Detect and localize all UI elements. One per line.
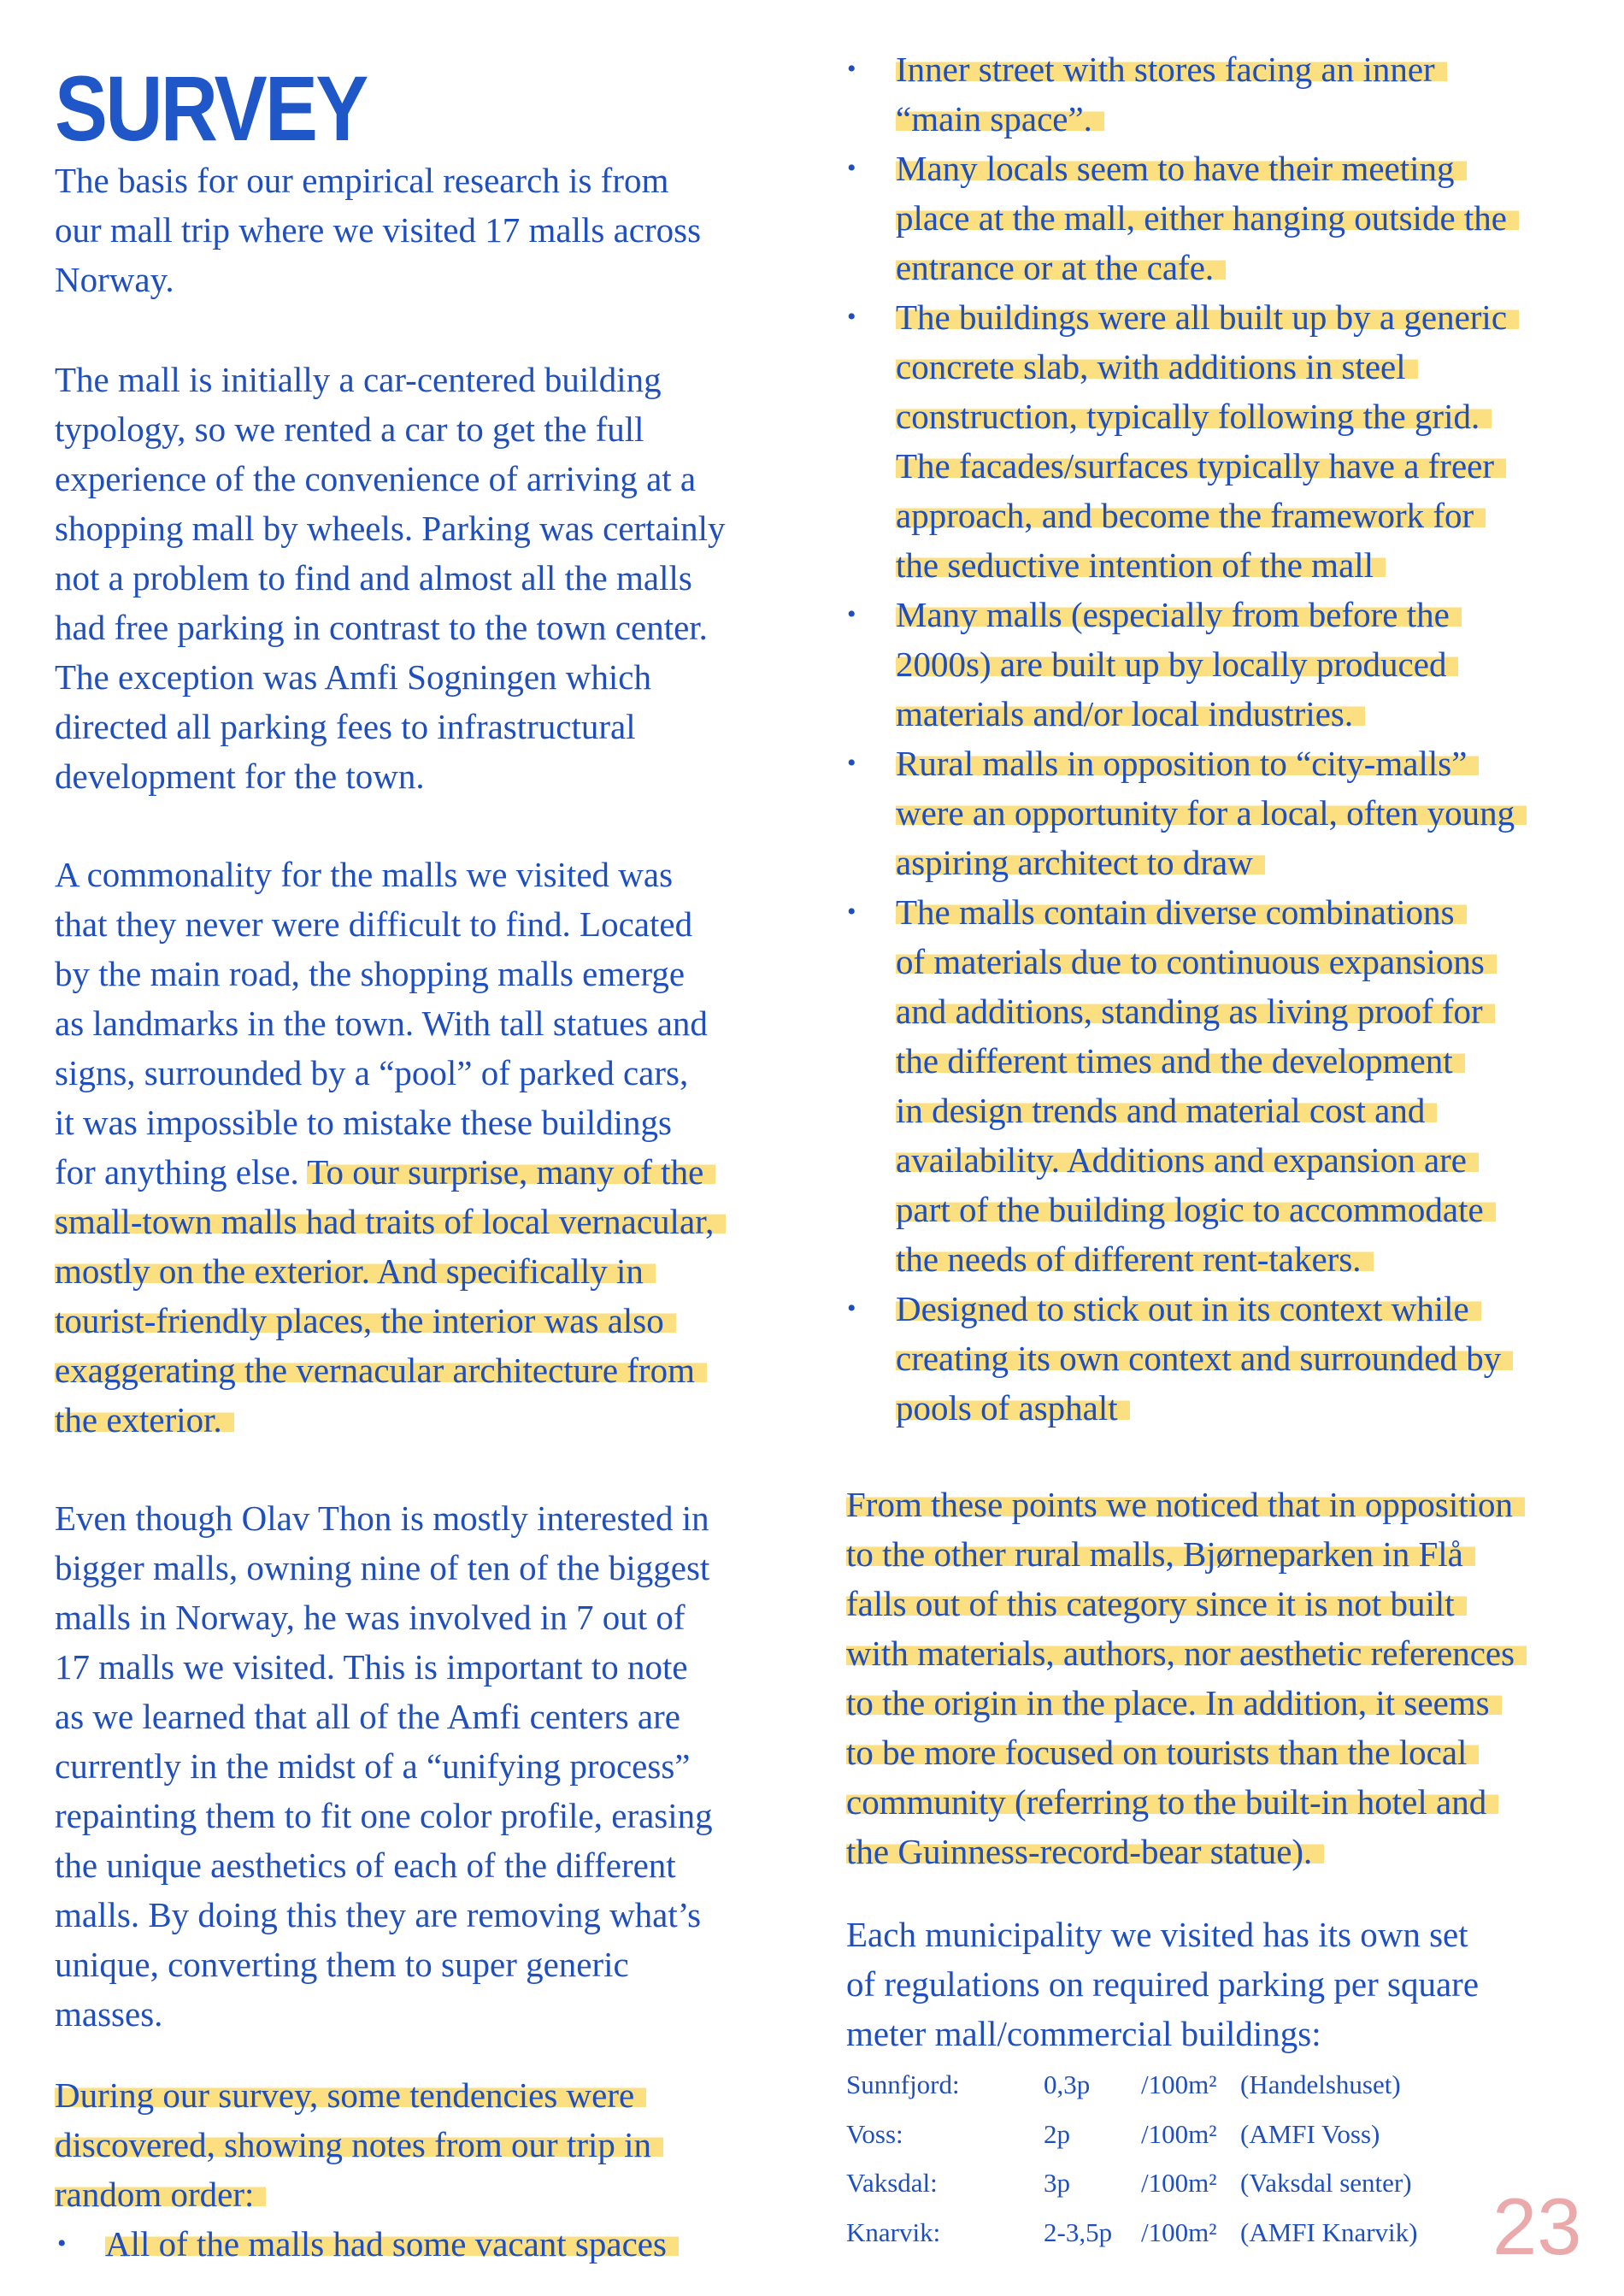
text-line bbox=[55, 1147, 726, 1197]
highlighted-text: exaggerating the vernacular architecture from bbox=[55, 1351, 707, 1390]
highlighted-text: to the origin in the place. In addition, it seems bbox=[846, 1683, 1502, 1722]
text-line bbox=[55, 899, 726, 949]
text: directed all parking fees to infrastructural bbox=[55, 707, 636, 746]
text-line bbox=[846, 1728, 1527, 1777]
text-line bbox=[896, 739, 1527, 788]
text-line bbox=[55, 404, 726, 454]
text-line bbox=[896, 391, 1527, 441]
bullet-icon: • bbox=[847, 303, 856, 331]
highlighted-text: Many locals seem to have their meeting bbox=[896, 149, 1467, 188]
text-line bbox=[896, 1036, 1527, 1086]
text-line bbox=[55, 2120, 663, 2169]
highlighted-text: creating its own context and surrounded by bbox=[896, 1339, 1513, 1378]
text-line bbox=[55, 156, 701, 205]
highlighted-text: entrance or at the cafe. bbox=[896, 248, 1226, 287]
highlighted-text: discovered, showing notes from our trip in bbox=[55, 2125, 663, 2164]
text: by the main road, the shopping malls emerge bbox=[55, 954, 685, 993]
highlighted-text: falls out of this category since it is not built bbox=[846, 1584, 1467, 1623]
highlighted-text: The buildings were all built up by a generic bbox=[896, 297, 1519, 337]
text-line bbox=[55, 503, 726, 553]
text-line bbox=[896, 788, 1527, 838]
bullet-item bbox=[57, 2219, 679, 2269]
text-line bbox=[105, 2219, 679, 2269]
cell-mall: (Handelshuset) bbox=[1240, 2069, 1401, 2099]
text: for anything else. bbox=[55, 1152, 308, 1192]
bullet-list bbox=[847, 44, 1527, 1433]
text-line bbox=[896, 491, 1527, 540]
bullet-item bbox=[847, 44, 1527, 144]
text-line bbox=[896, 838, 1527, 887]
bullet-item bbox=[847, 887, 1527, 1284]
text-line bbox=[55, 702, 726, 751]
text: Norway. bbox=[55, 260, 174, 299]
highlighted-text: Many malls (especially from before the bbox=[896, 595, 1462, 634]
bullet-icon: • bbox=[847, 898, 856, 926]
text-line bbox=[55, 553, 726, 603]
paragraph bbox=[55, 2070, 663, 2219]
text-line bbox=[55, 2169, 663, 2219]
text-line bbox=[846, 1910, 1479, 1959]
text-line bbox=[846, 1529, 1527, 1579]
cell-place: Sunnfjord: bbox=[846, 2069, 960, 2099]
text-line bbox=[55, 1296, 726, 1345]
highlighted-text: The facades/surfaces typically have a freer bbox=[896, 446, 1506, 486]
text-line bbox=[896, 44, 1527, 94]
highlighted-text: During our survey, some tendencies were bbox=[55, 2075, 646, 2115]
text-line bbox=[896, 1086, 1527, 1135]
paragraph bbox=[846, 1910, 1479, 2058]
highlighted-text: Designed to stick out in its context while bbox=[896, 1289, 1481, 1328]
highlighted-text: in design trends and material cost and bbox=[896, 1091, 1437, 1130]
cell-value: 0,3p bbox=[1044, 2069, 1091, 2099]
text-line bbox=[846, 2009, 1479, 2058]
cell-place: Knarvik: bbox=[846, 2217, 941, 2247]
text: malls. By doing this they are removing what’s bbox=[55, 1895, 702, 1934]
page-title: SURVEY bbox=[55, 56, 367, 160]
cell-mall: (Vaksdal senter) bbox=[1240, 2168, 1412, 2198]
bullet-icon: • bbox=[57, 2229, 67, 2258]
text: meter mall/commercial buildings: bbox=[846, 2014, 1321, 2053]
cell-place: Voss: bbox=[846, 2118, 903, 2149]
text: A commonality for the malls we visited was bbox=[55, 855, 674, 894]
text-line bbox=[846, 1678, 1527, 1728]
paragraph bbox=[55, 1493, 713, 2039]
text-line bbox=[896, 441, 1527, 491]
paragraph bbox=[846, 1480, 1527, 1876]
text-line bbox=[896, 590, 1527, 639]
text-line bbox=[55, 1989, 713, 2039]
highlighted-text: concrete slab, with additions in steel bbox=[896, 347, 1418, 386]
text: signs, surrounded by a “pool” of parked cars, bbox=[55, 1053, 689, 1092]
bullet-item bbox=[847, 739, 1527, 887]
text-line bbox=[55, 355, 726, 404]
paragraph bbox=[55, 156, 701, 304]
highlighted-text: were an opportunity for a local, often young bbox=[896, 793, 1527, 833]
text-line bbox=[55, 255, 701, 304]
text-line bbox=[55, 2070, 663, 2120]
bullet-icon: • bbox=[847, 600, 856, 628]
text-line bbox=[55, 1246, 726, 1296]
highlighted-text: From these points we noticed that in opposition bbox=[846, 1485, 1525, 1524]
text-line bbox=[846, 1628, 1527, 1678]
text: The exception was Amfi Sogningen which bbox=[55, 657, 652, 697]
text: the unique aesthetics of each of the different bbox=[55, 1846, 676, 1885]
text-line bbox=[55, 1692, 713, 1741]
text-line bbox=[896, 1383, 1527, 1433]
highlighted-text: of materials due to continuous expansions bbox=[896, 942, 1497, 981]
text-line bbox=[896, 94, 1527, 144]
text-line bbox=[896, 1135, 1527, 1185]
highlighted-text: the different times and the development bbox=[896, 1041, 1465, 1080]
text-line bbox=[896, 1234, 1527, 1284]
text-line bbox=[896, 986, 1527, 1036]
text: bigger malls, owning nine of ten of the biggest bbox=[55, 1548, 710, 1587]
paragraph bbox=[55, 355, 726, 801]
highlighted-text: Rural malls in opposition to “city-malls” bbox=[896, 744, 1479, 783]
text-line bbox=[55, 1791, 713, 1840]
text: malls in Norway, he was involved in 7 out of bbox=[55, 1598, 685, 1637]
cell-unit: /100m² bbox=[1141, 2168, 1217, 2198]
bullet-item bbox=[847, 1284, 1527, 1433]
text-line bbox=[896, 144, 1527, 193]
text: 17 malls we visited. This is important to note bbox=[55, 1647, 688, 1687]
text-line bbox=[896, 1185, 1527, 1234]
text: The basis for our empirical research is from bbox=[55, 161, 669, 200]
text-line bbox=[55, 998, 726, 1048]
text-line bbox=[896, 193, 1527, 243]
highlighted-text: to the other rural malls, Bjørneparken in Flå bbox=[846, 1534, 1475, 1574]
text-line bbox=[896, 342, 1527, 391]
text-line bbox=[896, 1333, 1527, 1383]
text-line bbox=[55, 1345, 726, 1395]
text-line bbox=[896, 243, 1527, 292]
text-line bbox=[55, 1493, 713, 1543]
highlighted-text: and additions, standing as living proof for bbox=[896, 992, 1495, 1031]
cell-mall: (AMFI Knarvik) bbox=[1240, 2217, 1418, 2247]
text-line bbox=[55, 454, 726, 503]
cell-value: 2-3,5p bbox=[1044, 2217, 1113, 2247]
highlighted-text: materials and/or local industries. bbox=[896, 694, 1365, 733]
page-number: 23 bbox=[1492, 2181, 1582, 2271]
highlighted-text: availability. Additions and expansion are bbox=[896, 1140, 1479, 1180]
bullet-icon: • bbox=[847, 749, 856, 777]
highlighted-text: tourist-friendly places, the interior was also bbox=[55, 1301, 676, 1340]
text: The mall is initially a car-centered building bbox=[55, 360, 662, 399]
highlighted-text: mostly on the exterior. And specifically in bbox=[55, 1251, 656, 1291]
text-line bbox=[55, 751, 726, 801]
text-line bbox=[896, 689, 1527, 739]
highlighted-text: the seductive intention of the mall bbox=[896, 545, 1386, 585]
text: that they never were difficult to find. Located bbox=[55, 904, 693, 944]
text-line bbox=[55, 1741, 713, 1791]
text: Each municipality we visited has its own set bbox=[846, 1915, 1468, 1954]
text-line bbox=[55, 1940, 713, 1989]
cell-value: 2p bbox=[1044, 2118, 1070, 2149]
highlighted-text: with materials, authors, nor aesthetic references bbox=[846, 1634, 1527, 1673]
bullet-item bbox=[847, 292, 1527, 590]
text-line bbox=[55, 1197, 726, 1246]
text-line bbox=[846, 1480, 1527, 1529]
highlighted-text: to be more focused on tourists than the local bbox=[846, 1733, 1479, 1772]
text-line bbox=[55, 1048, 726, 1098]
highlighted-text: place at the mall, either hanging outside the bbox=[896, 198, 1519, 238]
bullet-icon: • bbox=[847, 1294, 856, 1322]
text-line bbox=[55, 652, 726, 702]
cell-unit: /100m² bbox=[1141, 2118, 1217, 2149]
cell-value: 3p bbox=[1044, 2168, 1070, 2198]
text: currently in the midst of a “unifying process” bbox=[55, 1746, 691, 1786]
highlighted-text: part of the building logic to accommodate bbox=[896, 1190, 1496, 1229]
text: as we learned that all of the Amfi centers are bbox=[55, 1697, 680, 1736]
bullet-icon: • bbox=[847, 55, 856, 83]
cell-mall: (AMFI Voss) bbox=[1240, 2118, 1380, 2149]
text-line bbox=[896, 540, 1527, 590]
text-line bbox=[55, 1890, 713, 1940]
text-line bbox=[896, 887, 1527, 937]
highlighted-text: All of the malls had some vacant spaces bbox=[105, 2224, 679, 2264]
text-line bbox=[896, 937, 1527, 986]
text: masses. bbox=[55, 1994, 163, 2034]
text-line bbox=[55, 603, 726, 652]
highlighted-text: construction, typically following the grid. bbox=[896, 397, 1492, 436]
text: of regulations on required parking per square bbox=[846, 1964, 1480, 2004]
highlighted-text: pools of asphalt bbox=[896, 1388, 1130, 1428]
highlighted-text: aspiring architect to draw bbox=[896, 843, 1265, 882]
highlighted-text: community (referring to the built-in hotel and bbox=[846, 1782, 1498, 1822]
text: it was impossible to mistake these buildings bbox=[55, 1103, 673, 1142]
text-line bbox=[55, 1543, 713, 1592]
text: had free parking in contrast to the town center. bbox=[55, 608, 708, 647]
cell-place: Vaksdal: bbox=[846, 2168, 938, 2198]
text-line bbox=[896, 292, 1527, 342]
highlighted-text: To our surprise, many of the bbox=[307, 1152, 715, 1192]
text-line bbox=[55, 1642, 713, 1692]
text: typology, so we rented a car to get the full bbox=[55, 409, 644, 449]
text: unique, converting them to super generic bbox=[55, 1945, 629, 1984]
text: not a problem to find and almost all the malls bbox=[55, 558, 692, 598]
cell-unit: /100m² bbox=[1141, 2217, 1217, 2247]
text-line bbox=[896, 1284, 1527, 1333]
bullet-item bbox=[847, 590, 1527, 739]
text-line bbox=[55, 850, 726, 899]
text-line bbox=[896, 639, 1527, 689]
highlighted-text: The malls contain diverse combinations bbox=[896, 892, 1467, 932]
text: shopping mall by wheels. Parking was certainly bbox=[55, 509, 726, 548]
text: development for the town. bbox=[55, 757, 425, 796]
text-line bbox=[846, 1777, 1527, 1827]
highlighted-text: the Guinness-record-bear statue). bbox=[846, 1832, 1324, 1871]
text-line bbox=[846, 1959, 1479, 2009]
text-line bbox=[55, 1098, 726, 1147]
highlighted-text: random order: bbox=[55, 2175, 266, 2214]
text: as landmarks in the town. With tall statues and bbox=[55, 1004, 708, 1043]
bullet-item bbox=[847, 144, 1527, 292]
text: our mall trip where we visited 17 malls across bbox=[55, 210, 702, 250]
text-line bbox=[846, 1579, 1527, 1628]
text-line bbox=[55, 205, 701, 255]
highlighted-text: Inner street with stores facing an inner bbox=[896, 50, 1447, 89]
highlighted-text: the exterior. bbox=[55, 1400, 234, 1439]
text: experience of the convenience of arriving at a bbox=[55, 459, 697, 498]
text-line bbox=[55, 1592, 713, 1642]
text-line bbox=[55, 949, 726, 998]
text-line bbox=[846, 1827, 1527, 1876]
text: repainting them to fit one color profile, erasing bbox=[55, 1796, 713, 1835]
cell-unit: /100m² bbox=[1141, 2069, 1217, 2099]
paragraph bbox=[55, 850, 726, 1445]
highlighted-text: 2000s) are built up by locally produced bbox=[896, 645, 1458, 684]
text-line bbox=[55, 1395, 726, 1445]
highlighted-text: the needs of different rent-takers. bbox=[896, 1239, 1374, 1279]
text: Even though Olav Thon is mostly interested in bbox=[55, 1498, 709, 1538]
highlighted-text: small-town malls had traits of local vernacular, bbox=[55, 1202, 726, 1241]
text-line bbox=[55, 1840, 713, 1890]
highlighted-text: approach, and become the framework for bbox=[896, 496, 1486, 535]
bullet-icon: • bbox=[847, 154, 856, 182]
highlighted-text: “main space”. bbox=[896, 99, 1104, 138]
